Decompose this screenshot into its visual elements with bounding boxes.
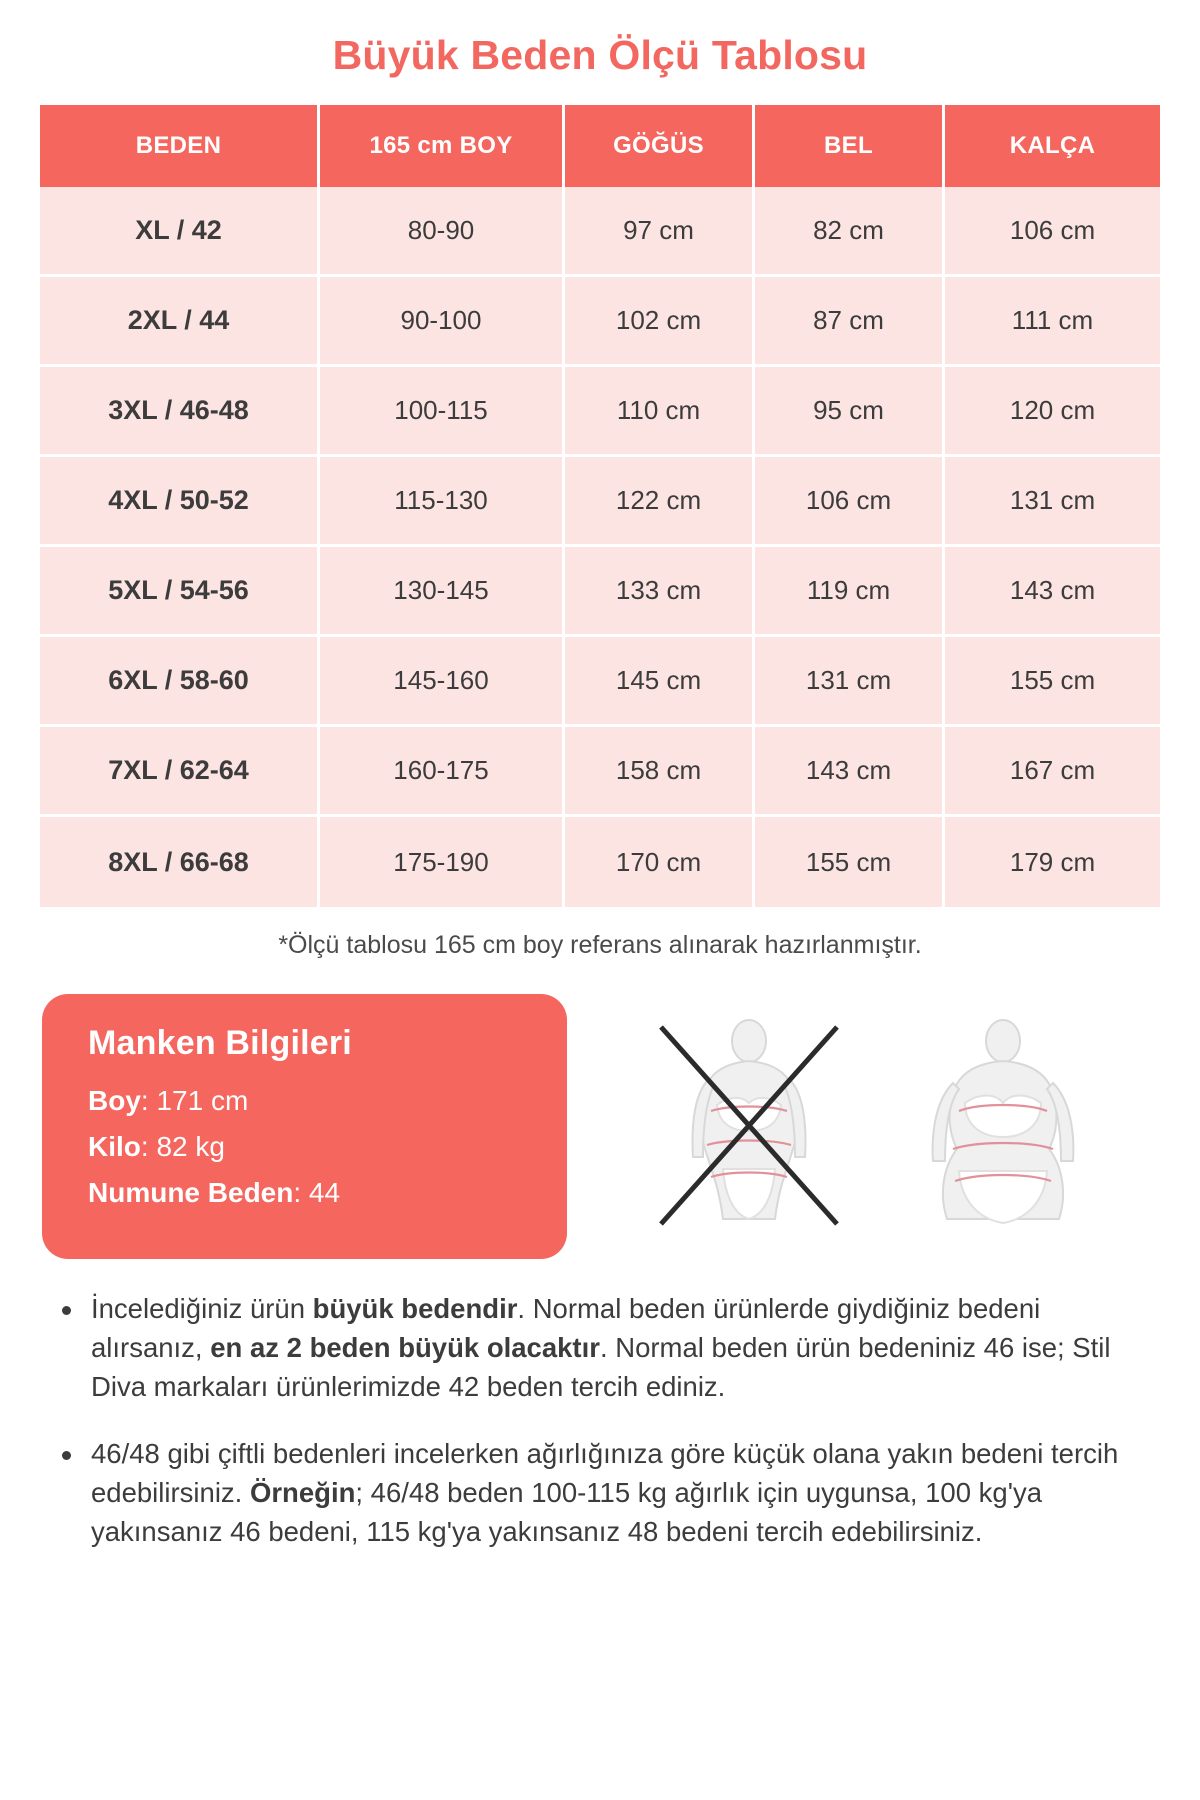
plus-size-body-figure — [903, 1019, 1103, 1234]
table-header-row — [40, 105, 1160, 187]
cell-gogus: 145 cm — [565, 637, 755, 727]
table-row — [40, 187, 1160, 277]
cell-kalca: 179 cm — [945, 817, 1160, 907]
cell-kalca: 143 cm — [945, 547, 1160, 637]
cell-kalca: 131 cm — [945, 457, 1160, 547]
column-header-beden: BEDEN — [40, 105, 320, 187]
model-weight-label: Kilo — [88, 1131, 141, 1162]
bullet-dot-icon — [62, 1451, 71, 1460]
cell-bel: 82 cm — [755, 187, 945, 277]
cell-size: 4XL / 50-52 — [40, 457, 320, 547]
cell-boy: 175-190 — [320, 817, 565, 907]
model-sample-size — [88, 1177, 527, 1209]
table-row — [40, 637, 1160, 727]
column-header-bel: BEL — [755, 105, 945, 187]
cell-bel: 119 cm — [755, 547, 945, 637]
table-row — [40, 817, 1160, 907]
model-info-row — [40, 994, 1160, 1259]
slim-body-figure-crossed-out — [649, 1019, 849, 1234]
model-weight — [88, 1131, 527, 1163]
model-height-value: : 171 cm — [140, 1085, 249, 1116]
bullet-dot-icon — [62, 1306, 71, 1315]
cell-size: 6XL / 58-60 — [40, 637, 320, 727]
list-item — [62, 1434, 1146, 1551]
cell-kalca: 106 cm — [945, 187, 1160, 277]
model-height — [88, 1085, 527, 1117]
table-row — [40, 367, 1160, 457]
cell-bel: 143 cm — [755, 727, 945, 817]
cell-boy: 115-130 — [320, 457, 565, 547]
cell-kalca: 120 cm — [945, 367, 1160, 457]
cell-boy: 80-90 — [320, 187, 565, 277]
model-sample-value: : 44 — [293, 1177, 341, 1208]
cell-kalca: 167 cm — [945, 727, 1160, 817]
cell-size: 2XL / 44 — [40, 277, 320, 367]
table-row — [40, 457, 1160, 547]
column-header-boy: 165 cm BOY — [320, 105, 565, 187]
cell-gogus: 158 cm — [565, 727, 755, 817]
table-footnote: *Ölçü tablosu 165 cm boy referans alınarak hazırlanmıştır. — [278, 931, 922, 959]
cell-gogus: 170 cm — [565, 817, 755, 907]
body-figures — [591, 994, 1160, 1259]
note-text-1: İncelediğiniz ürün büyük bedendir. Normal beden ürünlerde giydiğiniz bedeni alırsanız, en az 2 beden büyük olacaktır. Normal beden ürün bedeniniz 46 ise; Stil Diva markaları ürünlerimizde 42 beden tercih ediniz. — [91, 1293, 1111, 1403]
model-height-label: Boy — [88, 1085, 141, 1116]
cell-gogus: 122 cm — [565, 457, 755, 547]
model-info-title: Manken Bilgileri — [88, 1024, 352, 1062]
table-row — [40, 727, 1160, 817]
cell-bel: 106 cm — [755, 457, 945, 547]
cell-bel: 131 cm — [755, 637, 945, 727]
model-sample-label: Numune Beden — [88, 1177, 294, 1208]
note-text-2: 46/48 gibi çiftli bedenleri incelerken ağırlığınıza göre küçük olana yakın bedeni tercih edebilirsiniz. Örneğin; 46/48 beden 100-115 kg ağırlık için uygunsa, 100 kg'ya yakınsanız 46 bedeni, 115 kg'ya yakınsanız 48 bedeni tercih edebilirsiniz. — [91, 1438, 1119, 1548]
cell-boy: 100-115 — [320, 367, 565, 457]
cell-boy: 145-160 — [320, 637, 565, 727]
cell-gogus: 102 cm — [565, 277, 755, 367]
cell-kalca: 111 cm — [945, 277, 1160, 367]
table-row — [40, 547, 1160, 637]
cell-size: 3XL / 46-48 — [40, 367, 320, 457]
cell-bel: 155 cm — [755, 817, 945, 907]
cell-gogus: 110 cm — [565, 367, 755, 457]
cell-bel: 95 cm — [755, 367, 945, 457]
cell-size: XL / 42 — [40, 187, 320, 277]
cell-gogus: 133 cm — [565, 547, 755, 637]
list-item — [62, 1289, 1146, 1406]
cell-size: 7XL / 62-64 — [40, 727, 320, 817]
cell-boy: 160-175 — [320, 727, 565, 817]
table-row — [40, 277, 1160, 367]
notes-list — [40, 1289, 1160, 1551]
cell-boy: 130-145 — [320, 547, 565, 637]
cell-kalca: 155 cm — [945, 637, 1160, 727]
cell-boy: 90-100 — [320, 277, 565, 367]
size-table — [40, 105, 1160, 907]
cell-size: 5XL / 54-56 — [40, 547, 320, 637]
page-title: Büyük Beden Ölçü Tablosu — [332, 32, 868, 78]
column-header-kalca: KALÇA — [945, 105, 1160, 187]
column-header-gogus: GÖĞÜS — [565, 105, 755, 187]
model-info-card — [42, 994, 567, 1259]
cell-gogus: 97 cm — [565, 187, 755, 277]
cell-size: 8XL / 66-68 — [40, 817, 320, 907]
cell-bel: 87 cm — [755, 277, 945, 367]
model-weight-value: : 82 kg — [140, 1131, 225, 1162]
